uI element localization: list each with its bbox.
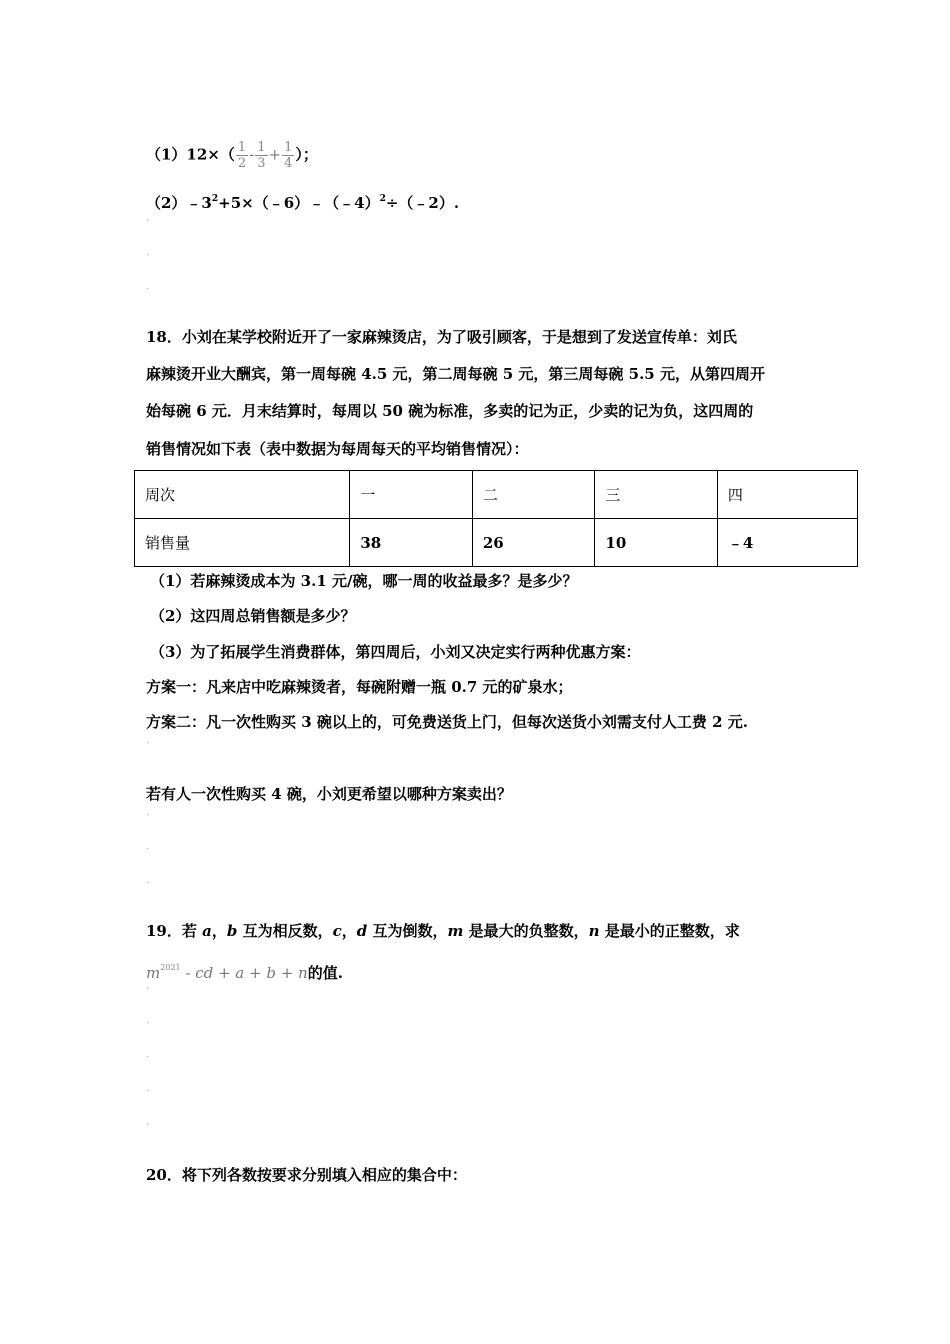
q18-line4: 销售情况如下表（表中数据为每周每天的平均销售情况）：	[146, 440, 529, 458]
exponent: 2	[379, 194, 386, 204]
expression-exponent: 2021	[160, 963, 181, 972]
expression-rest: - cd + a + b + n	[180, 964, 308, 982]
table-cell: 销售量	[135, 519, 350, 567]
fraction-numerator: 1	[284, 140, 293, 155]
table-row	[135, 519, 858, 567]
paragraph-mark: .	[146, 1050, 149, 1060]
fraction-1-4	[282, 140, 294, 171]
fraction-denominator: 4	[284, 156, 293, 171]
fraction-numerator: 1	[237, 140, 247, 155]
paragraph-mark: .	[146, 1016, 149, 1026]
q19-text: 互为相反数，	[237, 922, 333, 940]
q17-part1-suffix: ）；	[295, 145, 318, 164]
q19-text: 是最小的正整数，求	[599, 922, 740, 940]
paragraph-mark: .	[146, 282, 149, 292]
paragraph-mark: .	[146, 1084, 149, 1094]
var-m: m	[447, 922, 464, 940]
q20-line: 20．将下列各数按要求分别填入相应的集合中：	[146, 1166, 467, 1184]
q19-text: 是最大的负整数，	[463, 922, 589, 940]
q18-question: 若有人一次性购买 4 碗，小刘更希望以哪种方案卖出？	[146, 785, 512, 803]
q19-text: 19．若	[146, 922, 203, 940]
var-b: b	[226, 922, 238, 940]
plus-operator: +	[268, 145, 282, 164]
minus-operator: -	[249, 145, 255, 164]
var-d: d	[356, 922, 368, 940]
paragraph-mark: .	[146, 1118, 149, 1128]
table-header-row	[135, 471, 858, 519]
table-cell: ﹣4	[717, 519, 857, 567]
q17-part1-prefix: （1）12×（	[146, 145, 235, 164]
expression-m: m	[146, 964, 161, 982]
paragraph-mark: .	[146, 982, 149, 992]
table-cell: 周次	[135, 471, 350, 519]
table-cell: 四	[717, 471, 857, 519]
fraction-1-3	[255, 140, 267, 171]
q19-line2	[146, 958, 343, 983]
q19-line1	[146, 921, 740, 941]
table-cell: 一	[350, 471, 473, 519]
fraction-1-2	[236, 140, 248, 171]
q18-line1: 18．小刘在某学校附近开了一家麻辣烫店，为了吸引顾客，于是想到了发送宣传单：刘氏	[146, 328, 737, 346]
q18-sub3: （3）为了拓展学生消费群体，第四周后，小刘又决定实行两种优惠方案：	[150, 643, 641, 661]
q19-text: 的值.	[307, 964, 343, 982]
q17-part2-middle: +5×（﹣6）﹣（﹣4）	[218, 194, 380, 212]
q18-sub1: （1）若麻辣烫成本为 3.1 元/碗，哪一周的收益最多？是多少？	[150, 572, 578, 590]
q17-part2	[146, 189, 459, 213]
paragraph-mark: .	[146, 808, 149, 818]
q18-plan2: 方案二：凡一次性购买 3 碗以上的，可免费送货上门，但每次送货小刘需支付人工费 2 元.	[146, 713, 748, 731]
q17-part2-prefix: （2）﹣3	[146, 194, 212, 212]
table-cell: 三	[595, 471, 718, 519]
fraction-denominator: 3	[257, 156, 266, 171]
q19-text: ，	[341, 922, 357, 940]
table-cell: 26	[472, 519, 595, 567]
fraction-denominator: 2	[237, 156, 247, 171]
q18-line2: 麻辣烫开业大酬宾，第一周每碗 4.5 元，第二周每碗 5 元，第三周每碗 5.5 元，从第四周开	[146, 365, 765, 383]
q18-sub2: （2）这四周总销售额是多少？	[150, 607, 356, 625]
table-cell: 38	[350, 519, 473, 567]
q18-line3: 始每碗 6 元．月末结算时，每周以 50 碗为标准，多卖的记为正，少卖的记为负，这四周的	[146, 402, 754, 420]
paragraph-mark: .	[146, 214, 149, 224]
exponent: 2	[211, 194, 219, 204]
var-a: a	[202, 922, 212, 940]
paragraph-mark: .	[146, 736, 149, 746]
q17-part1	[146, 140, 318, 171]
paragraph-mark: .	[146, 842, 149, 852]
paragraph-mark: .	[146, 248, 149, 258]
q19-text: 互为倒数，	[367, 922, 448, 940]
q17-part2-suffix: ÷（﹣2）.	[385, 194, 460, 212]
table-cell: 二	[472, 471, 595, 519]
paragraph-mark: .	[146, 876, 149, 886]
q19-text: ，	[211, 922, 227, 940]
var-n: n	[588, 922, 600, 940]
table-cell: 10	[595, 519, 718, 567]
var-c: c	[332, 922, 342, 940]
q18-plan1: 方案一：凡来店中吃麻辣烫者，每碗附赠一瓶 0.7 元的矿泉水；	[146, 678, 573, 696]
sales-table	[134, 470, 858, 567]
fraction-numerator: 1	[257, 140, 266, 155]
